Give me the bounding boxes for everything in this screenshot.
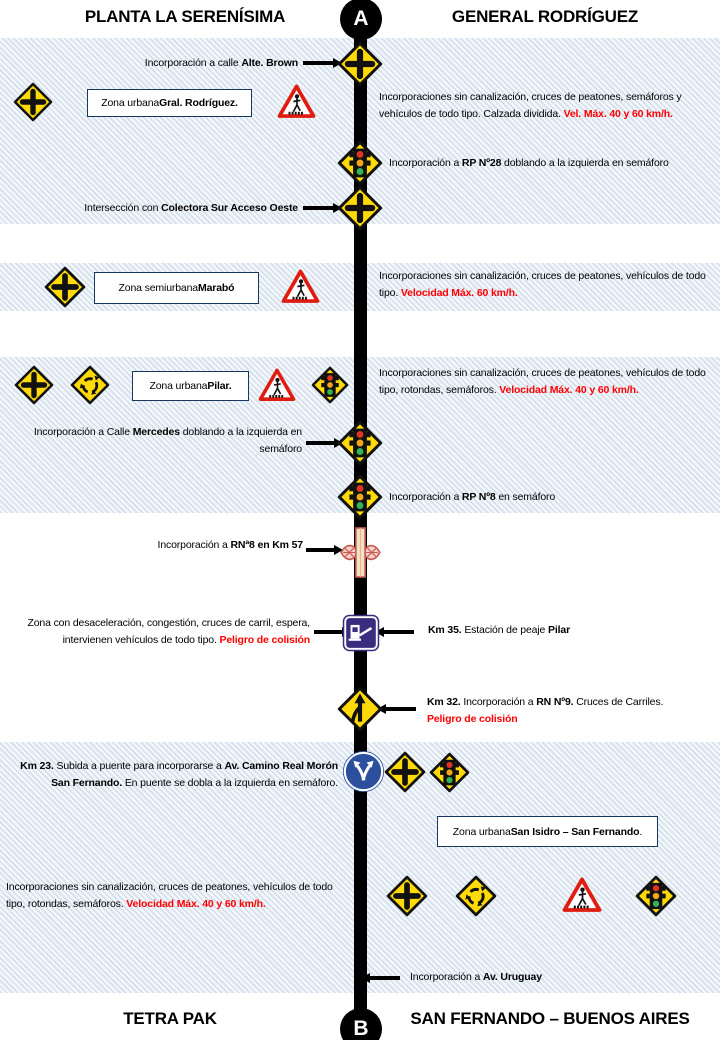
text-run: Incorporación a [389, 157, 462, 169]
interchange-icon [338, 527, 383, 578]
text-run: Incorporación a [410, 971, 483, 983]
pointer-arrow [370, 976, 400, 980]
text-run: en semáforo [495, 491, 556, 503]
speed-limit-text: Velocidad Máx. 60 km/h. [400, 287, 518, 299]
crossroad-sign-icon [337, 41, 383, 87]
text-run: Subida a puente para incorporarse a [53, 760, 225, 772]
speed-limit-text: Vel. Máx. 40 y 60 km/h. [563, 108, 673, 120]
pointer-arrow [314, 630, 342, 634]
toll-booth-sign-icon [342, 614, 380, 652]
annotation-rp8 [389, 489, 689, 506]
note-zone3 [379, 365, 717, 399]
pointer-arrow [303, 206, 333, 210]
text-run: Intersección con [84, 202, 162, 214]
crossroad-sign-icon [14, 365, 54, 405]
traffic-light-sign-icon [337, 474, 383, 520]
text-run-bold: Gral. Rodríguez. [159, 97, 238, 109]
annotation-colectora [30, 200, 298, 217]
annotation-rn8 [55, 537, 303, 554]
text-run: Incorporaciones sin canalización, cruces de peatones, semáforos y vehículos de todo tipo. Calzada dividida. [379, 91, 682, 120]
annotation-toll [428, 622, 713, 639]
annotation-alte-brown [30, 55, 298, 72]
text-run-bold: Pilar. [207, 380, 232, 392]
zone-box-pilar [132, 371, 249, 401]
text-run: Incorporación a [389, 491, 462, 503]
collision-warning-text: Peligro de colisión [219, 634, 310, 646]
note-zone2 [379, 268, 715, 302]
text-run-bold: RNª8 en Km 57 [230, 539, 303, 551]
pedestrian-crossing-sign-icon [562, 877, 602, 913]
text-run-bold: San Isidro – San Fernando [510, 825, 640, 838]
pointer-arrow [306, 441, 334, 445]
note-zone4 [6, 879, 336, 913]
roundabout-sign-icon [70, 365, 110, 405]
annotation-rp28 [389, 155, 715, 172]
pedestrian-crossing-sign-icon [258, 368, 296, 402]
pointer-arrow [386, 707, 416, 711]
annotation-uruguay [410, 969, 670, 986]
text-run-bold: RP Nº8 [461, 491, 496, 503]
roundabout-sign-icon [455, 875, 497, 917]
text-run-bold: Km 35. [428, 624, 462, 636]
crossroad-sign-icon [337, 185, 383, 231]
route-point-a [340, 0, 382, 40]
traffic-light-sign-icon [337, 140, 383, 186]
annotation-toll-zone [0, 615, 310, 649]
text-run-bold: Av. Camino Real Morón San Fernando. [51, 760, 338, 789]
traffic-light-sign-icon [635, 875, 677, 917]
text-run: Incorporación a [460, 696, 537, 708]
text-run: Estación de peaje [461, 624, 549, 636]
text-run: Incorporación a calle [144, 57, 242, 69]
traffic-light-sign-icon [311, 366, 349, 404]
text-run-bold: Km 23. [20, 760, 54, 772]
crossroad-sign-icon [13, 82, 53, 122]
bridge-split-sign-icon [343, 751, 384, 792]
title-tetra-pak: TETRA PAK [123, 1009, 217, 1028]
pointer-arrow [303, 61, 333, 65]
text-run-bold: Av. Uruguay [482, 971, 542, 983]
route-point-b [340, 1008, 382, 1040]
pedestrian-crossing-sign-icon [281, 269, 320, 304]
text-run: Zona con desaceleración, congestión, cruces de carril, espera, intervienen vehículos de todo tipo. [27, 617, 310, 646]
merge-sign-icon [337, 686, 383, 732]
route-point-b-label: B [353, 1017, 369, 1040]
pointer-arrow [306, 548, 334, 552]
speed-limit-text: Velocidad Máx. 40 y 60 km/h. [126, 898, 266, 910]
traffic-light-sign-icon [337, 420, 383, 466]
zone-box-san-isidro [437, 816, 658, 847]
traffic-light-sign-icon [429, 752, 470, 793]
annotation-km32 [427, 694, 719, 728]
text-run-bold: Colectora Sur Acceso Oeste [161, 202, 298, 214]
text-run-bold: Km 32. [427, 696, 461, 708]
crossroad-sign-icon [384, 751, 426, 793]
text-run-bold: Marabó [198, 282, 235, 294]
text-run-bold: RP Nº28 [461, 157, 502, 169]
note-zone1 [379, 89, 715, 123]
text-run: Incorporación a [157, 539, 231, 551]
crossroad-sign-icon [44, 266, 86, 308]
speed-limit-text: Velocidad Máx. 40 y 60 km/h. [499, 384, 639, 396]
pointer-arrow [384, 630, 414, 634]
text-run: En puente se dobla a la izquierda en semáforo. [122, 777, 338, 789]
annotation-km23 [0, 758, 338, 792]
text-run: Incorporación a Calle [33, 426, 133, 438]
title-general-rodriguez: GENERAL RODRÍGUEZ [451, 7, 639, 26]
text-run: doblando a la izquierda en semáforo [179, 426, 302, 455]
zone-box-gral-rodriguez [87, 89, 252, 117]
text-run: Incorporaciones sin canalización, cruces de peatones, vehículos de todo tipo, rotondas, semáforos. [379, 367, 706, 396]
text-run: Zona urbana [101, 97, 160, 109]
text-run-bold: Pilar [548, 624, 571, 636]
text-run: Cruces de Carriles. [573, 696, 664, 708]
text-run-bold: Mercedes [132, 426, 180, 438]
annotation-mercedes [8, 424, 302, 458]
route-point-a-label: A [353, 7, 369, 30]
zone-box-marabo [94, 272, 259, 304]
text-run: Incorporaciones sin canalización, cruces de peatones, vehículos de todo tipo, rotondas, semáforos. [6, 881, 333, 910]
text-run: doblando a la izquierda en semáforo [501, 157, 669, 169]
text-run: Incorporaciones sin canalización, cruces de peatones, vehículos de todo tipo. [379, 270, 706, 299]
text-run: Zona semiurbana [118, 282, 198, 294]
pedestrian-crossing-sign-icon [277, 84, 316, 119]
title-planta-la-serenisima: PLANTA LA SERENÍSIMA [84, 7, 286, 26]
text-run-bold: RN Nº9. [536, 696, 574, 708]
text-run: Zona urbana [149, 380, 208, 392]
text-run: . [639, 825, 643, 838]
text-run-bold: Alte. Brown [241, 57, 298, 69]
collision-warning-text: Peligro de colisión [427, 713, 518, 725]
text-run: Zona urbana [452, 825, 511, 838]
title-san-fernando-buenos-aires: SAN FERNANDO – BUENOS AIRES [410, 1009, 690, 1028]
crossroad-sign-icon [386, 875, 428, 917]
